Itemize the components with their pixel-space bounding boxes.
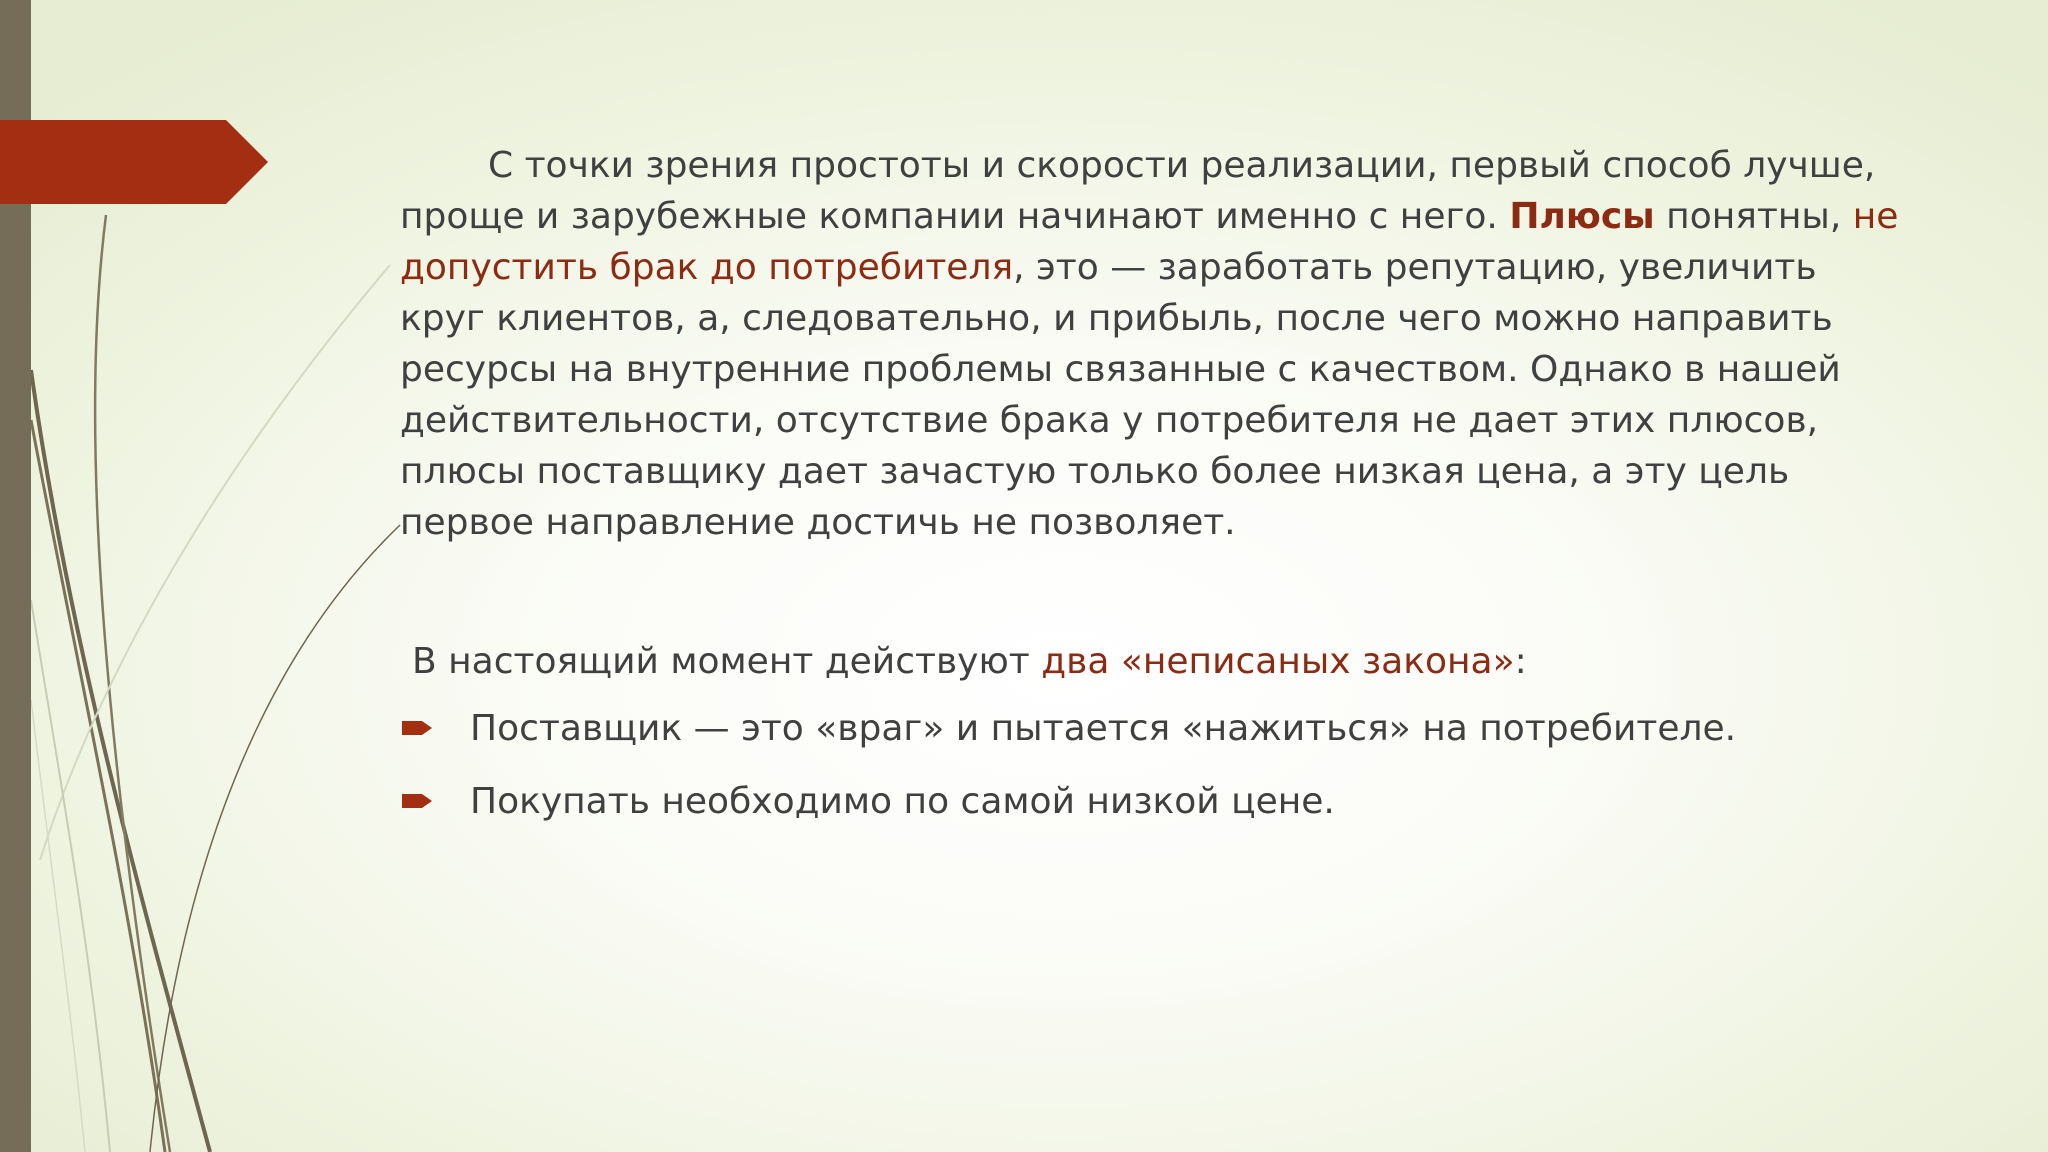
list-item-text: Покупать необходимо по самой низкой цене. [470,781,1335,822]
main-paragraph [400,140,1900,548]
paragraph-text-1: С точки зрения простоты и скорости реализации, первый способ лучше, проще и зарубежные компании начинают именно с него. [400,145,1876,237]
list-item [400,703,1900,754]
paragraph-text-3: , это — заработать репутацию, увеличить круг клиентов, а, следовательно, и прибыль, после чего можно направить ресурсы на внутренние проблемы связанные с качеством. Однако в нашей действительности, отсутствие брака у потребителя не дает этих плюсов, плюсы поставщику дает зачастую только более низкая цена, а эту цель первое направление достичь не позволяет. [400,247,1841,543]
paragraph-text-2: понятны, [1654,196,1853,237]
arrow-bullet-icon [402,719,434,737]
intro-text: В настоящий момент действуют [412,641,1042,682]
laws-intro [412,636,1900,687]
intro-colon: : [1514,641,1527,682]
list-item [400,776,1900,827]
plus-label: Плюсы [1509,196,1655,237]
laws-list [400,703,1900,827]
highlight-phrase: не допустить брак до потребителя [400,196,1899,288]
intro-highlight: два «неписаных закона» [1041,641,1515,682]
slide-body [400,140,1900,849]
arrow-bullet-icon [402,792,434,810]
list-item-text: Поставщик — это «враг» и пытается «нажиться» на потребителе. [470,708,1737,749]
